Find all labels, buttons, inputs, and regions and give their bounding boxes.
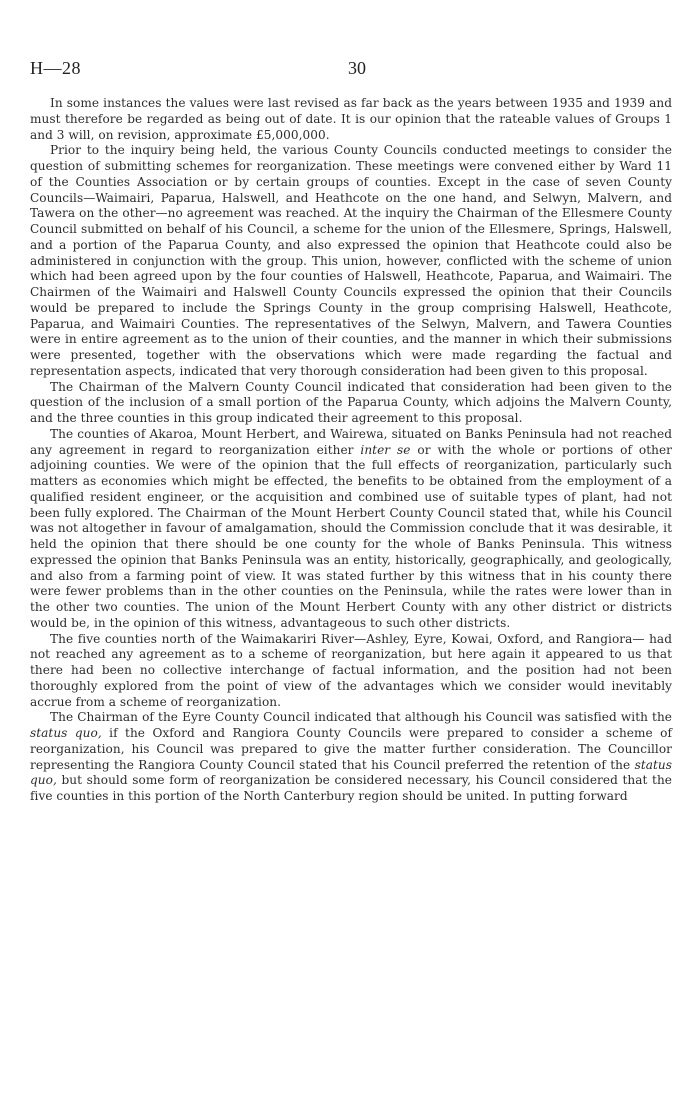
italic-text: status quo, — [30, 726, 102, 740]
page-number: 30 — [348, 58, 366, 78]
paragraph — [30, 143, 672, 379]
paragraph-text: The Chairman of the Malvern County Council indicated that consideration had been given to the question of the inclusion of a small portion of the Paparua County, which adjoins the Malvern County, and the three counties in this group indicated their agreement to this proposal. — [30, 379, 672, 425]
paragraph-text: if the Oxford and Rangiora County Councils were prepared to consider a scheme of reorganization, his Council was prepared to give the matter further consideration. The Councillor representing the Rangiora County Council stated that his Council preferred the retention of the — [30, 726, 673, 772]
paragraph — [30, 710, 672, 805]
paragraph-text: The counties of Akaroa, Mount Herbert, and Wairewa, situated on Banks Peninsula had not reached any agreement in regard to reorganization either — [30, 426, 672, 457]
paragraph-text: The five counties north of the Waimakariri River—Ashley, Eyre, Kowai, Oxford, and Rangiora— had not reached any agreement as to a scheme of reorganization, but here again it appeared to us that there had been no collective interchange of factual information, and the position had not been thoroughly explored from the point of view of the advantages which we consider would inevitably accrue from a scheme of reorganization. — [30, 631, 672, 709]
paragraph — [30, 380, 672, 427]
page-header — [30, 58, 672, 88]
paragraph-text: The Chairman of the Eyre County Council indicated that although his Council was satisfied with the — [50, 710, 672, 725]
paragraph-text: In some instances the values were last revised as far back as the years between 1935 and 1939 and must therefore be regarded as being out of date. It is our opinion that the rateable values of Groups 1 and 3 will, on revision, approximate £5,000,000. — [30, 96, 672, 142]
paragraph — [30, 632, 672, 711]
paragraph-text: or with the whole or portions of other adjoining counties. We were of the opinion that the full effects of reorganization, particularly such matters as economies which might be effected, the benefits to be obtained from the employment of a qualified resident engineer, or the acquisition and combined use of suitable types of plant, had not been fully explored. The Chairman of the Mount Herbert County Council stated that, while his Council was not altogether in favour of amalgamation, should the Commission conclude that it was desirable, it held the opinion that there should be one county for the whole of Banks Peninsula. This witness expressed the opinion that Banks Peninsula was an entity, historically, geographically, and geologically, and also from a farming point of view. It was stated further by this witness that in his county there were fewer problems than in the other counties on the Peninsula, while the rates were lower than in the other two counties. The union of the Mount Herbert County with any other district or districts would be, in the opinion of this witness, advantageous to such other districts. — [30, 442, 672, 630]
paragraph-text: but should some form of reorganization be considered necessary, his Council considered that the five counties in this portion of the North Canterbury region should be united. In putting forward — [30, 773, 672, 803]
paragraph — [30, 96, 672, 143]
italic-text: status quo, — [30, 757, 672, 788]
italic-text: inter se — [360, 442, 411, 457]
paragraph — [30, 427, 672, 632]
document-body — [30, 96, 672, 805]
report-reference: H—28 — [30, 58, 81, 78]
paragraph-text: Prior to the inquiry being held, the various County Councils conducted meetings to consider the question of submitting schemes for reorganization. These meetings were convened either by Ward 11 of the Counties Association or by certain groups of counties. Except in the case of seven County Councils—Waimairi, Paparua, Halswell, and Heathcote on the one hand, and Selwyn, Malvern, and Tawera on the other—no agreement was reached. At the inquiry the Chairman of the Ellesmere County Council submitted on behalf of his Council, a scheme for the union of the Ellesmere, Springs, Halswell, and a portion of the Paparua County, and also expressed the opinion that Heathcote could also be administered in conjunction with the group. This union, however, conflicted with the scheme of union which had been agreed upon by the four counties of Halswell, Heathcote, Paparua, and Waimairi. The Chairmen of the Waimairi and Halswell County Councils expressed the opinion that their Councils would be prepared to include the Springs County in the group comprising Halswell, Heathcote, Paparua, and Waimairi Counties. The representatives of the Selwyn, Malvern, and Tawera Counties were in entire agreement as to the union of their counties, and the manner in which their submissions were presented, together with the observations which were made regarding the factual and representation aspects, indicated that very thorough consideration had been given to this proposal. — [30, 143, 672, 378]
